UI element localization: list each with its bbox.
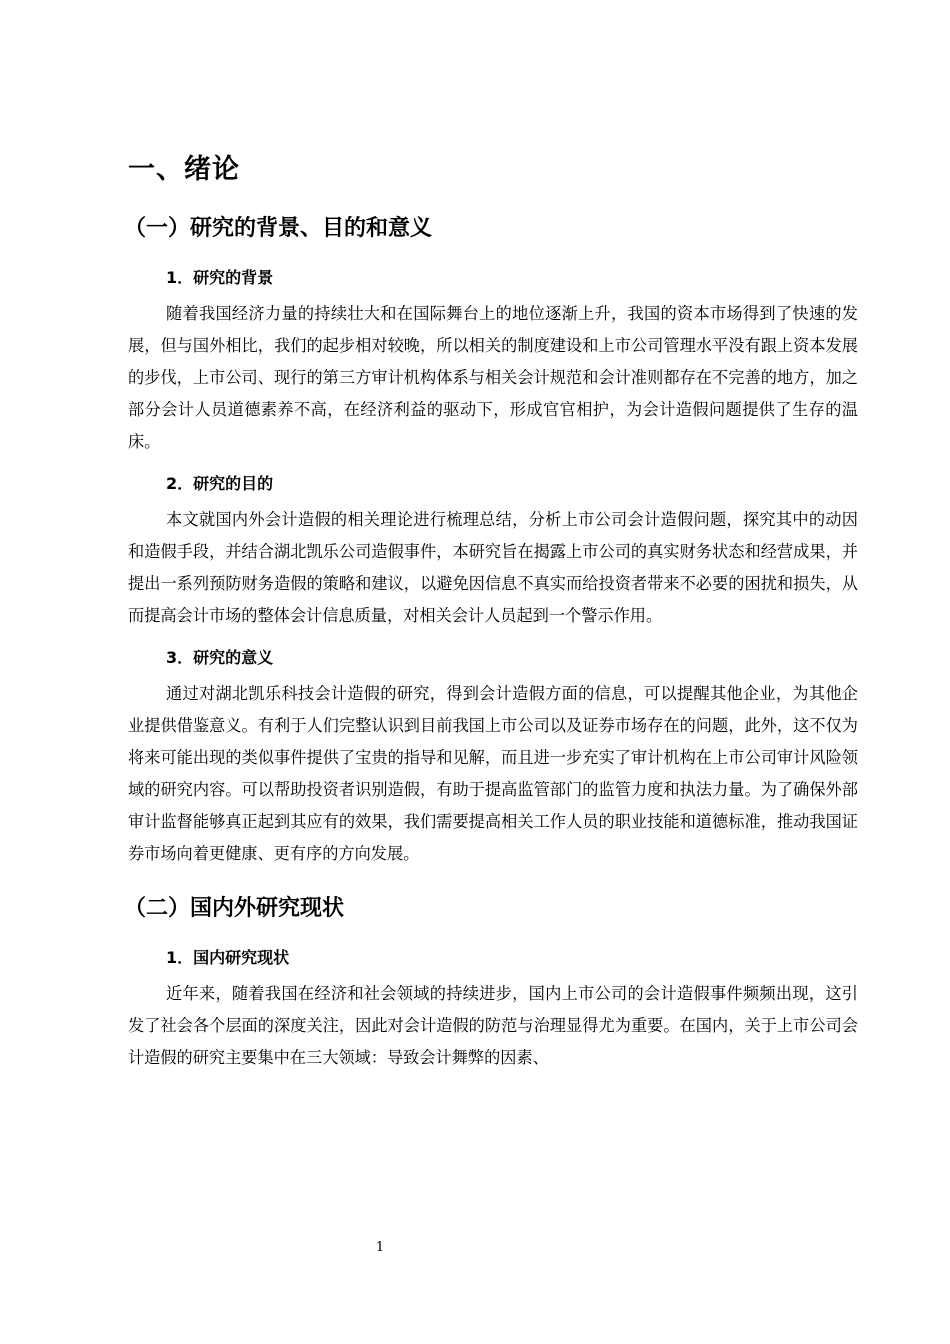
- section-title-1: （一）研究的背景、目的和意义: [124, 216, 433, 241]
- subsection-title-1-3: 3．研究的意义: [166, 648, 274, 667]
- subsection-title-1-2: 2．研究的目的: [166, 474, 274, 493]
- paragraph-significance: 通过对湖北凯乐科技会计造假的研究，得到会计造假方面的信息，可以提醒其他企业，为其他企业提供借鉴意义。有利于人们完整认识到目前我国上市公司以及证券市场存在的问题，此外，这不仅为将来可能出现的类似事件提供了宝贵的指导和见解，而且进一步充实了审计机构在上市公司审计风险领域的研究内容。可以帮助投资者识别造假，有助于提高监管部门的监管力度和执法力量。为了确保外部审计监督能够真正起到其应有的效果，我们需要提高相关工作人员的职业技能和道德标准，推动我国证券市场向着更健康、更有序的方向发展。: [128, 684, 858, 863]
- paragraph-background: 随着我国经济力量的持续壮大和在国际舞台上的地位逐渐上升，我国的资本市场得到了快速的发展，但与国外相比，我们的起步相对较晚，所以相关的制度建设和上市公司管理水平没有跟上资本发展的步伐，上市公司、现行的第三方审计机构体系与相关会计规范和会计准则都存在不完善的地方，加之部分会计人员道德素养不高，在经济利益的驱动下，形成官官相护，为会计造假问题提供了生存的温床。: [128, 304, 858, 451]
- page-content: [124, 150, 858, 1086]
- chapter-title: 一、绪论: [128, 154, 240, 185]
- subsection-title-2-1: 1．国内研究现状: [166, 948, 290, 967]
- paragraph-domestic-research: 近年来，随着我国在经济和社会领域的持续进步，国内上市公司的会计造假事件频频出现，这引发了社会各个层面的深度关注，因此对会计造假的防范与治理显得尤为重要。在国内，关于上市公司会计造假的研究主要集中在三大领域：导致会计舞弊的因素、: [128, 984, 858, 1067]
- section-title-2: （二）国内外研究现状: [124, 896, 345, 921]
- subsection-title-1-1: 1．研究的背景: [166, 268, 274, 287]
- page-number: 1: [375, 1240, 385, 1255]
- paragraph-purpose: 本文就国内外会计造假的相关理论进行梳理总结，分析上市公司会计造假问题，探究其中的动因和造假手段，并结合湖北凯乐公司造假事件，本研究旨在揭露上市公司的真实财务状态和经营成果，并提出一系列预防财务造假的策略和建议，以避免因信息不真实而给投资者带来不必要的困扰和损失，从而提高会计市场的整体会计信息质量，对相关会计人员起到一个警示作用。: [128, 510, 858, 625]
